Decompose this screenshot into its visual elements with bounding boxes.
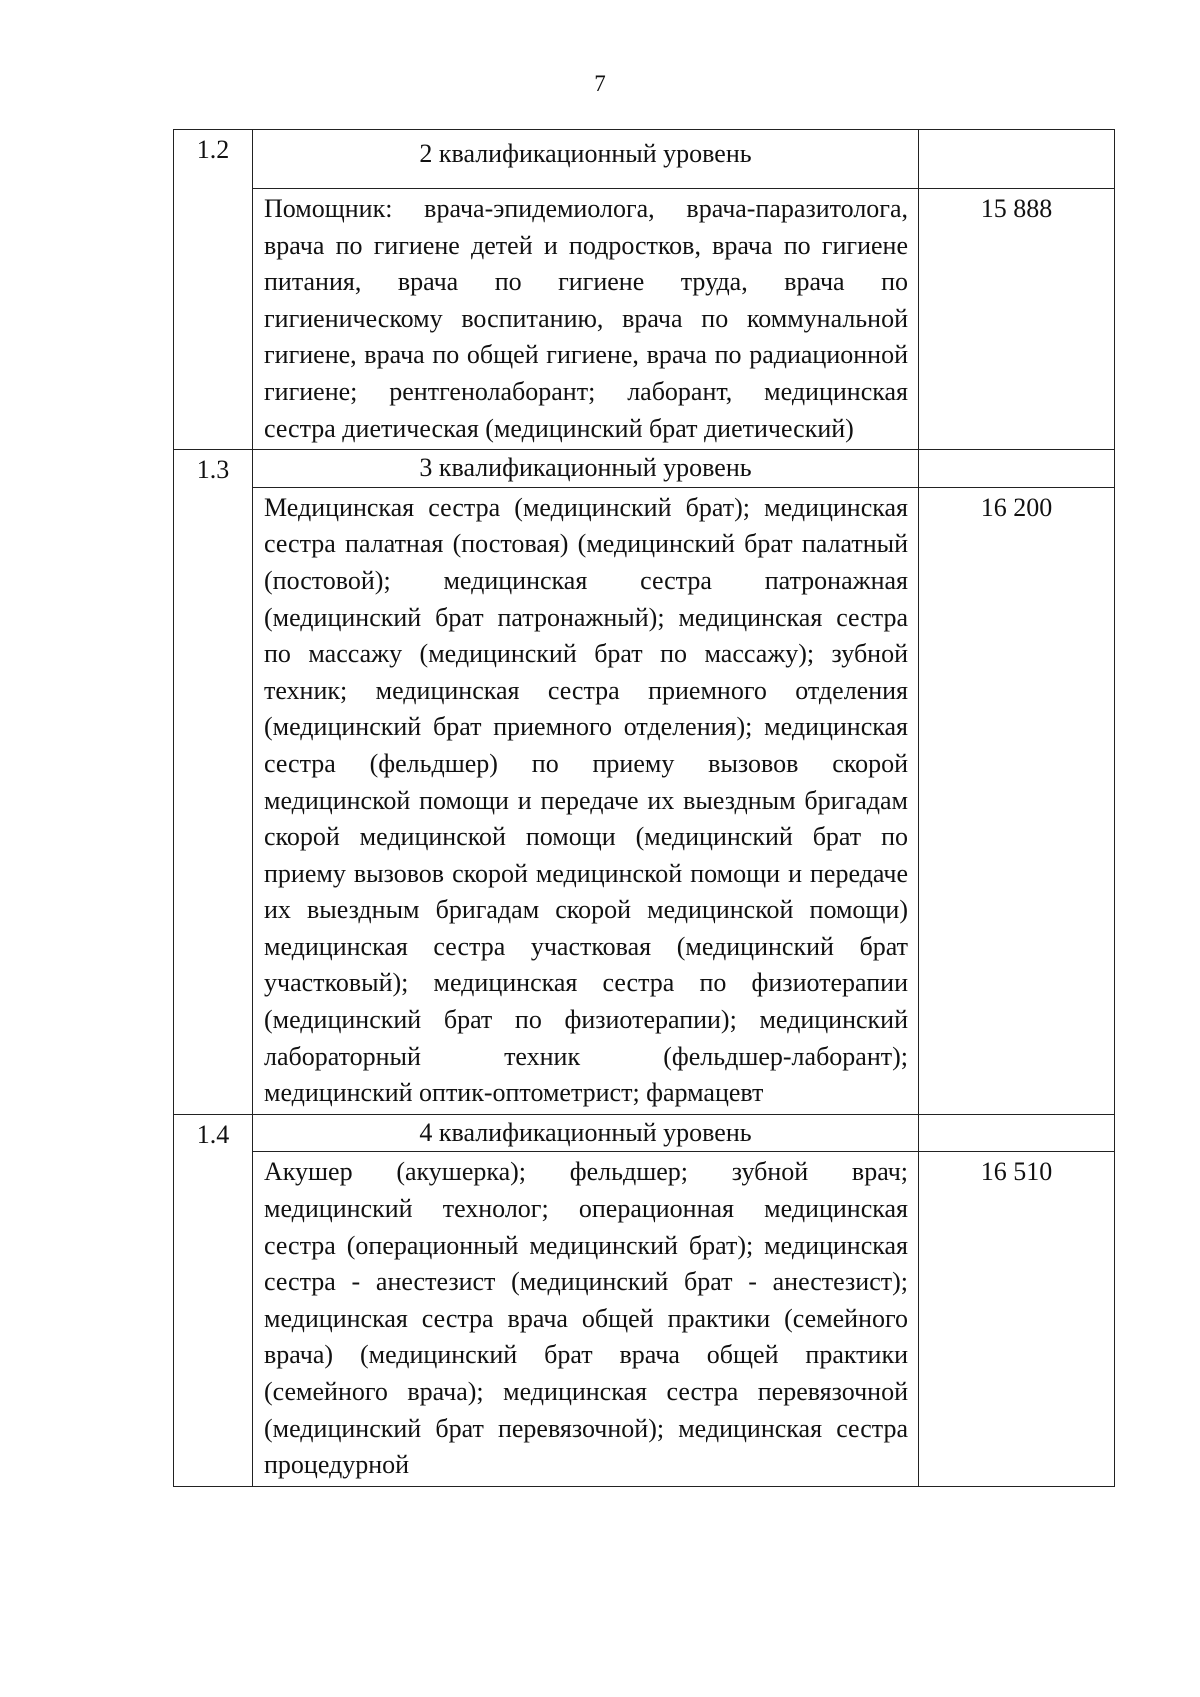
table-row-body-1-2 bbox=[174, 189, 1115, 450]
table-row-header-1-3 bbox=[174, 450, 1115, 488]
position-list: Помощник: врача-эпидемиолога, врача-паразитолога, врача по гигиене детей и подростков, врача по гигиене питания, врача по гигиене труда, врача по гигиеническому воспитанию, врача по коммунальной гигиене, врача по общей гигиене, врача по радиационной гигиене; рентгенолаборант; лаборант, медицинская сестра диетическая (медицинский брат диетический) bbox=[253, 189, 919, 450]
position-list: Акушер (акушерка); фельдшер; зубной врач; медицинский технолог; операционная медицинская сестра (операционный медицинский брат); медицинская сестра - анестезист (медицинский брат - анестезист); медицинская сестра врача общей практики (семейного врача) (медицинский брат врача общей практики (семейного врача); медицинская сестра перевязочной (медицинский брат перевязочной); медицинская сестра процедурной bbox=[253, 1152, 919, 1486]
qualification-level: 3 квалификационный уровень bbox=[253, 450, 919, 488]
table-row-body-1-3 bbox=[174, 487, 1115, 1114]
salary-value: 15 888 bbox=[919, 189, 1115, 450]
row-number: 1.3 bbox=[174, 450, 253, 1115]
table-row-body-1-4 bbox=[174, 1152, 1115, 1486]
row-number: 1.2 bbox=[174, 130, 253, 450]
salary-header-cell bbox=[919, 130, 1115, 189]
qualification-level: 4 квалификационный уровень bbox=[253, 1114, 919, 1152]
table-row-header-1-4 bbox=[174, 1114, 1115, 1152]
position-list: Медицинская сестра (медицинский брат); медицинская сестра палатная (постовая) (медицинский брат палатный (постовой); медицинская сестра патронажная (медицинский брат патронажный); медицинская сестра по массажу (медицинский брат по массажу); зубной техник; медицинская сестра приемного отделения (медицинский брат приемного отделения); медицинская сестра (фельдшер) по приему вызовов скорой медицинской помощи и передаче их выездным бригадам скорой медицинской помощи (медицинский брат по приему вызовов скорой медицинской помощи и передаче их выездным бригадам скорой медицинской помощи) медицинская сестра участковая (медицинский брат участковый); медицинская сестра по физиотерапии (медицинский брат по физиотерапии); медицинский лабораторный техник (фельдшер-лаборант); медицинский оптик-оптометрист; фармацевт bbox=[253, 487, 919, 1114]
salary-header-cell bbox=[919, 450, 1115, 488]
table-row-header-1-2 bbox=[174, 130, 1115, 189]
salary-value: 16 510 bbox=[919, 1152, 1115, 1486]
page-number: 7 bbox=[594, 71, 606, 96]
qualification-level: 2 квалификационный уровень bbox=[253, 130, 919, 189]
salary-header-cell bbox=[919, 1114, 1115, 1152]
salary-value: 16 200 bbox=[919, 487, 1115, 1114]
salary-table bbox=[173, 129, 1115, 1487]
row-number: 1.4 bbox=[174, 1114, 253, 1486]
